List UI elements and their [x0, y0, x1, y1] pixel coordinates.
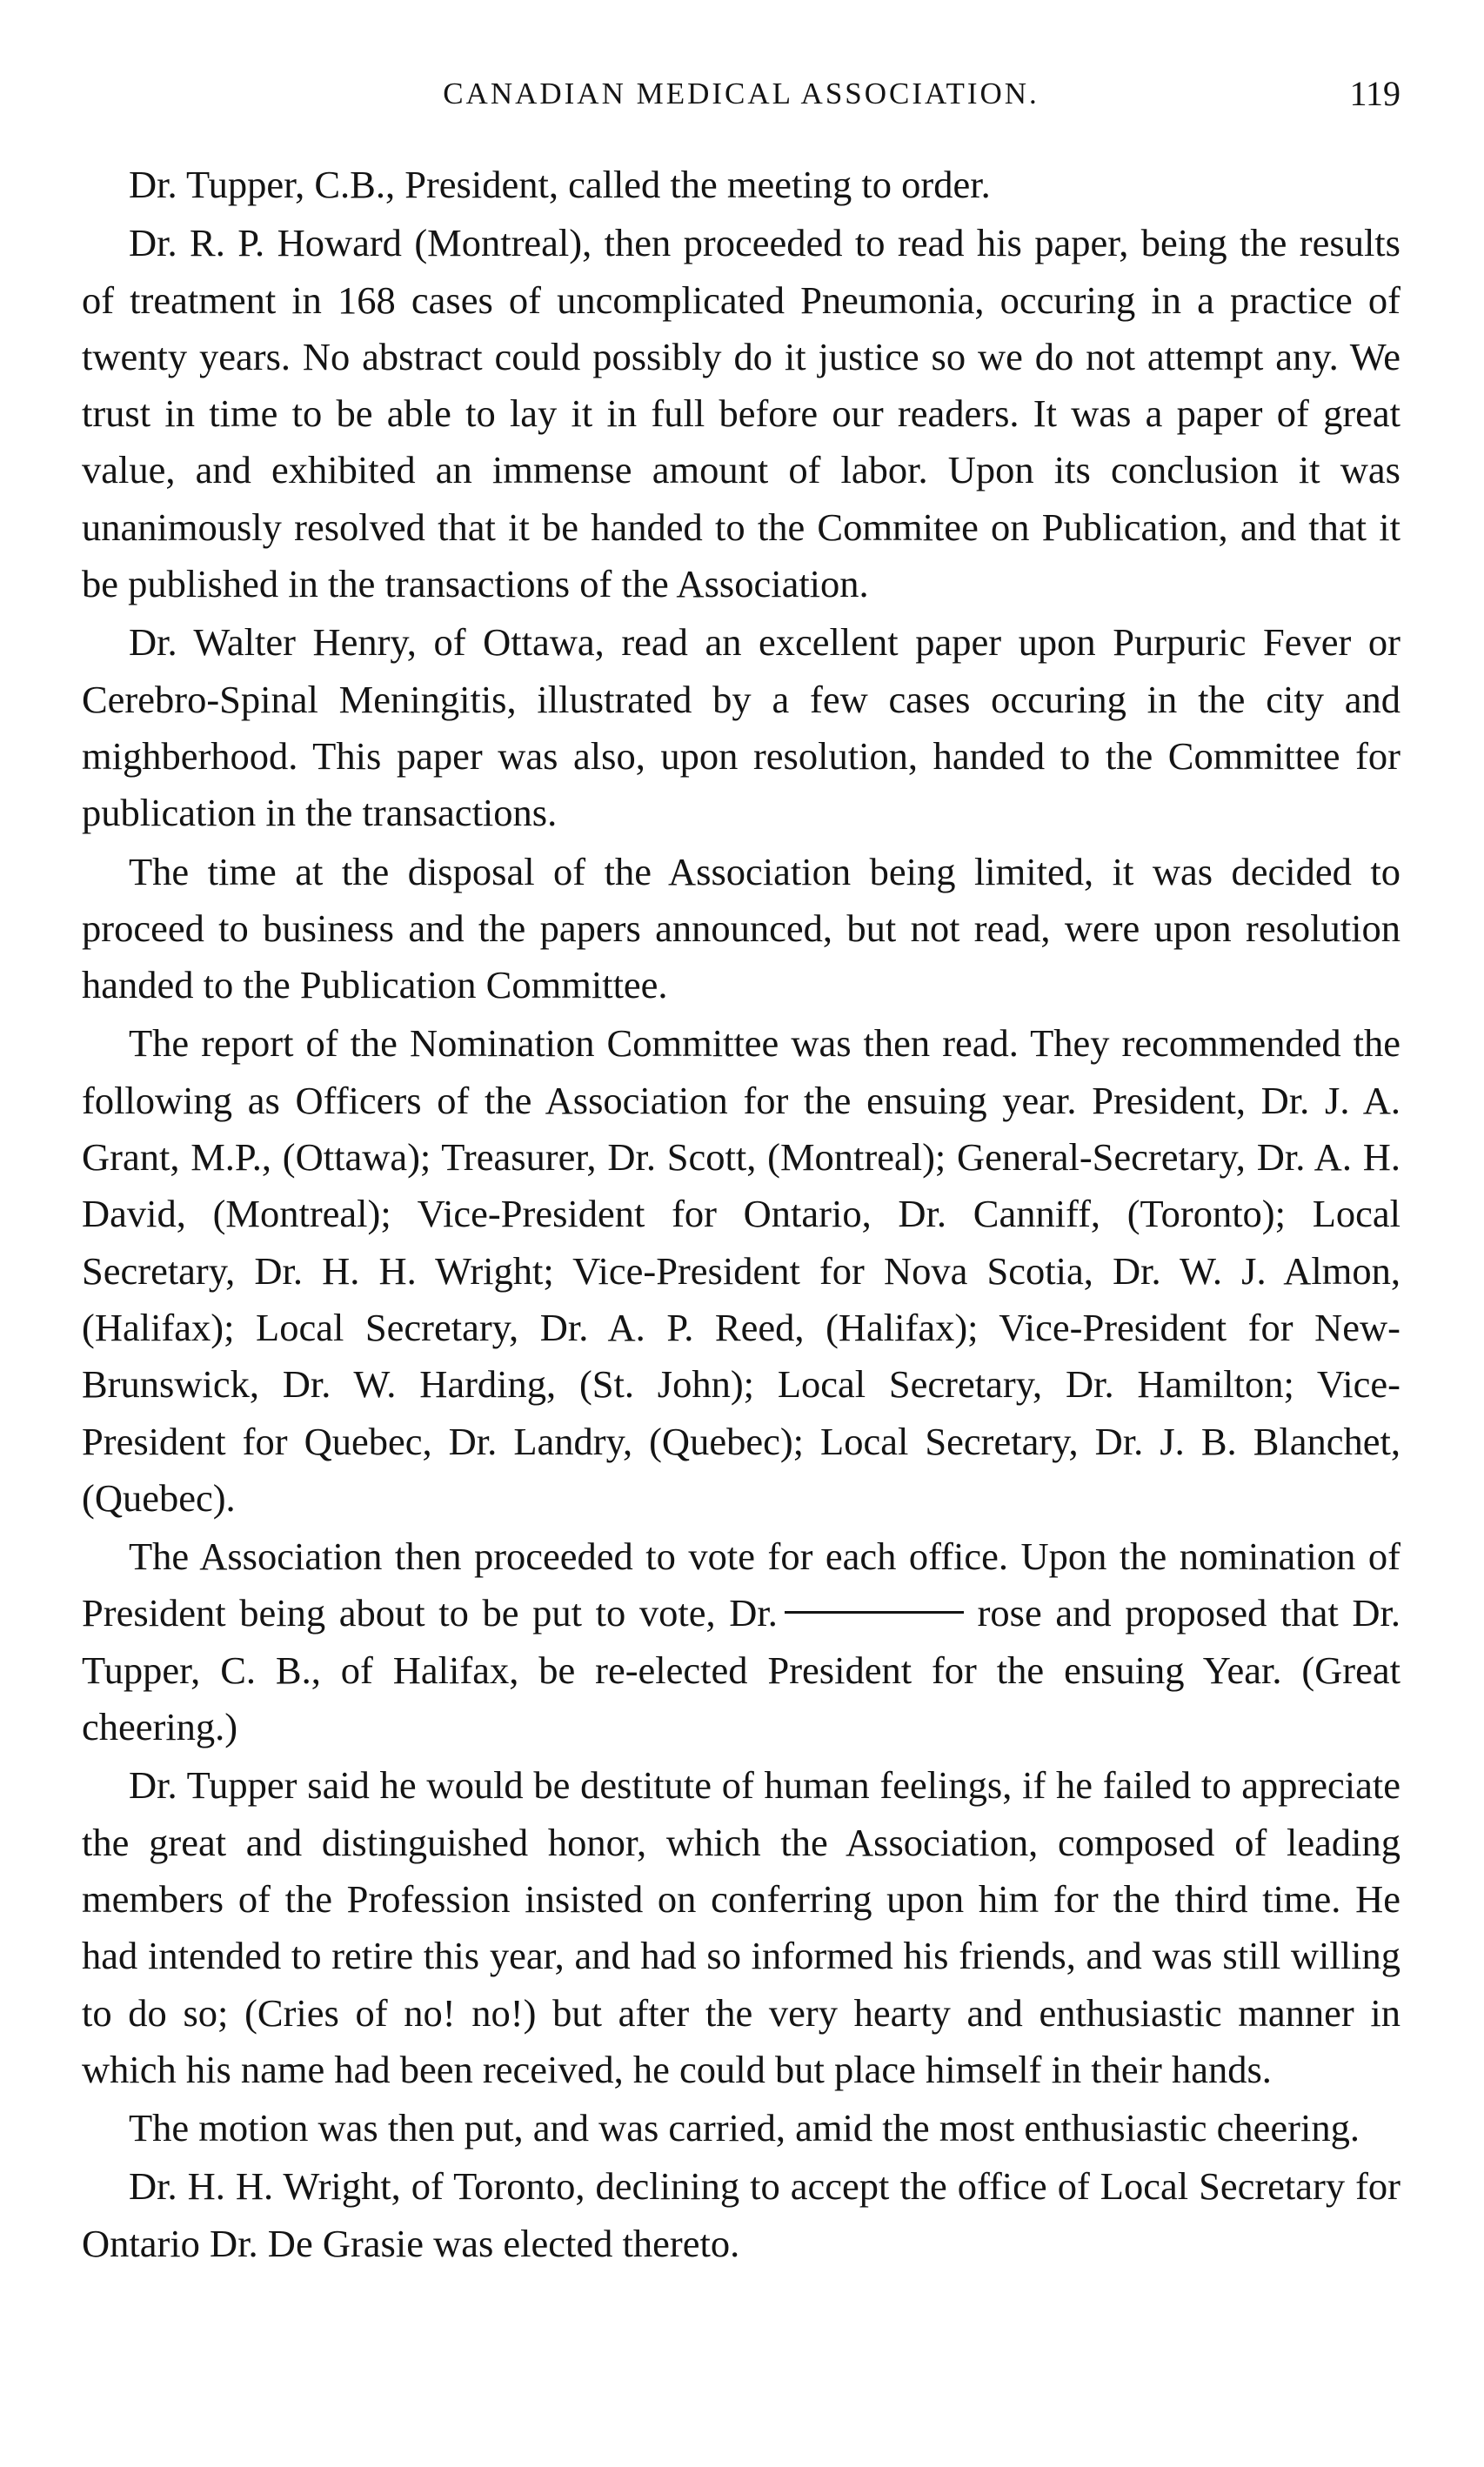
paragraph-wright-declines: Dr. H. H. Wright, of Toronto, declining to accept the office of Local Secretary for Ontario Dr. De Grasie was elected thereto. [82, 2164, 1400, 2265]
paragraph-vote [82, 1528, 1400, 1755]
paragraph-time-limited: The time at the disposal of the Association being limited, it was decided to proceed to business and the papers announced, but not read, were upon resolution handed to the Publication Committee. [82, 849, 1400, 1007]
vote-text-before-dash: The Association then proceeded to vote for each office. Upon the nomination of President being about to be put to vote, Dr. [82, 1534, 1400, 1635]
document-page [82, 73, 1400, 2274]
page-number: 119 [1349, 74, 1400, 113]
paragraph-howard-paper: Dr. R. P. Howard (Montreal), then proceeded to read his paper, being the results of treatment in 168 cases of uncomplicated Pneumonia, occuring in a practice of twenty years. No abstract could possibly do it justice so we do not attempt any. We trust in time to be able to lay it in full before our readers. It was a paper of great value, and exhibited an immense amount of labor. Upon its conclusion it was unanimously resolved that it be handed to the Commitee on Publication, and that it be published in the transactions of the Association. [82, 221, 1400, 606]
paragraph-henry-paper: Dr. Walter Henry, of Ottawa, read an excellent paper upon Purpuric Fever or Cerebro-Spinal Meningitis, illustrated by a few cases occuring in the city and mighberhood. This paper was also, upon resolution, handed to the Committee for publication in the transactions. [82, 620, 1400, 835]
body-text [82, 157, 1400, 2272]
running-header [82, 73, 1400, 125]
vote-text-after-dash: rose and proposed that Dr. Tupper, C. B., of Halifax, be re-elected President for the ensuing Year. (Great cheering.) [82, 1591, 1400, 1749]
paragraph-nomination-report: The report of the Nomination Committee was then read. They recommended the following as Officers of the Association for the ensuing year. President, Dr. J. A. Grant, M.P., (Ottawa); Treasurer, Dr. Scott, (Montreal); General-Secretary, Dr. A. H. David, (Montreal); Vice-President for Ontario, Dr. Canniff, (Toronto); Local Secretary, Dr. H. H. Wright; Vice-President for Nova Scotia, Dr. W. J. Almon, (Halifax); Local Secretary, Dr. A. P. Reed, (Halifax); Vice-President for New-Brunswick, Dr. W. Harding, (St. John); Local Secretary, Dr. Hamilton; Vice-President for Quebec, Dr. Landry, (Quebec); Local Secretary, Dr. J. B. Blanchet, (Quebec). [82, 1021, 1400, 1520]
paragraph-tupper-reply: Dr. Tupper said he would be destitute of human feelings, if he failed to appreciate the great and distinguished honor, which the Association, composed of leading members of the Profession insisted on conferring upon him for the third time. He had intended to retire this year, and had so informed his friends, and was still willing to do so; (Cries of no! no!) but after the very hearty and enthusiastic manner in which his name had been received, he could but place himself in their hands. [82, 1763, 1400, 2091]
paragraph-motion-carried: The motion was then put, and was carried, amid the most enthusiastic cheering. [129, 2106, 1360, 2150]
name-omission-dash [785, 1611, 964, 1614]
paragraph-meeting-called: Dr. Tupper, C.B., President, called the meeting to order. [129, 163, 991, 206]
running-title: CANADIAN MEDICAL ASSOCIATION. [443, 77, 1039, 110]
